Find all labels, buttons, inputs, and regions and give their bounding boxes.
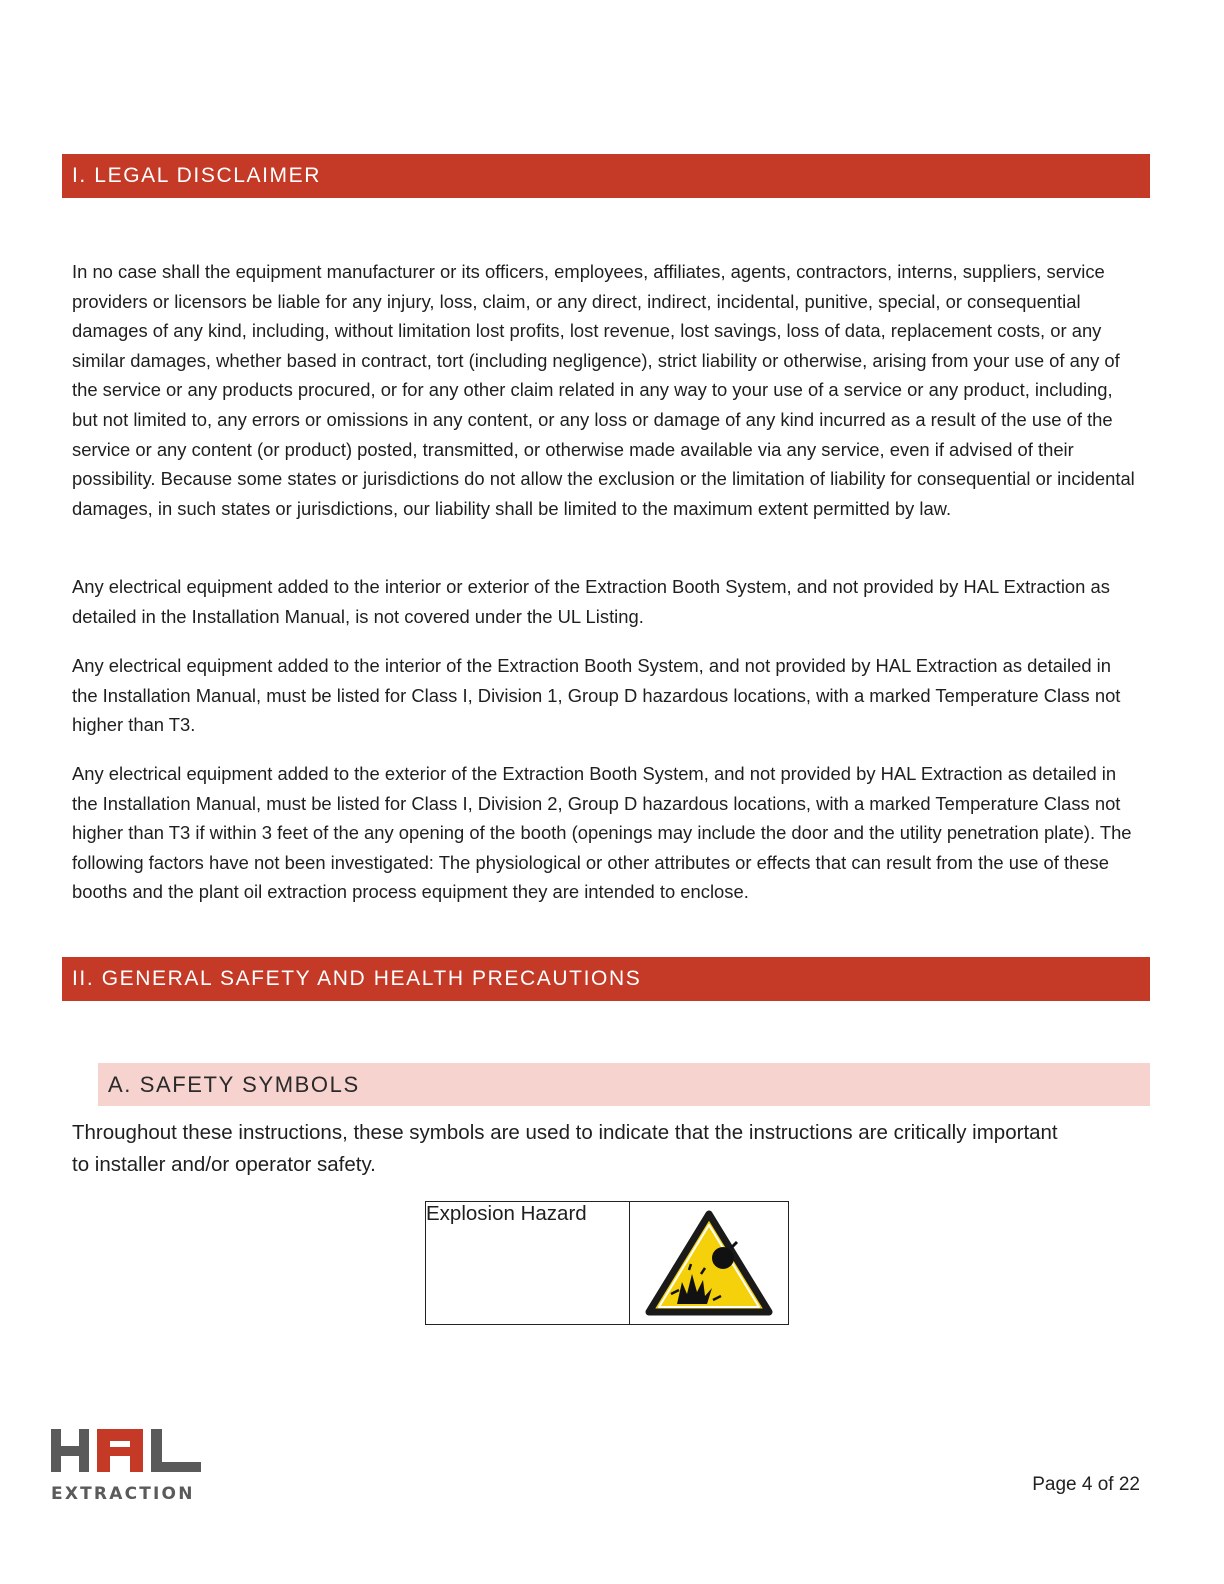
symbol-label: Explosion Hazard — [426, 1202, 630, 1325]
ul-listing-paragraph: Any electrical equipment added to the interior or exterior of the Extraction Booth System, and not provided by HAL Extraction as detailed in the Installation Manual, is not covered under the UL Listing. — [72, 576, 1110, 627]
exterior-equipment-paragraph: Any electrical equipment added to the exterior of the Extraction Booth System, and not provided by HAL Extraction as detailed in the Installation Manual, must be listed for Class I, Division 2, Group D hazardous locations, with a marked Temperature Class not higher than T3 if within 3 feet of the any opening of the booth (openings may include the door and the utility penetration plate). The following factors have not been investigated: The physiological or other attributes or effects that can result from the use of these booths and the plant oil extraction process equipment they are intended to enclose. — [72, 763, 1132, 903]
section-heading-legal-disclaimer: I. LEGAL DISCLAIMER — [62, 154, 1150, 198]
section-heading-safety-precautions: II. GENERAL SAFETY AND HEALTH PRECAUTIONS — [62, 957, 1150, 1001]
hal-extraction-logo — [51, 1429, 201, 1508]
page-number: Page 4 of 22 — [1032, 1474, 1140, 1495]
subsection-heading-safety-symbols: A. SAFETY SYMBOLS — [98, 1063, 1150, 1106]
safety-symbols-table — [425, 1201, 789, 1325]
symbol-icon-cell — [630, 1202, 789, 1325]
interior-equipment-paragraph: Any electrical equipment added to the interior of the Extraction Booth System, and not provided by HAL Extraction as detailed in the Installation Manual, must be listed for Class I, Division 1, Group D hazardous locations, with a marked Temperature Class not higher than T3. — [72, 655, 1121, 736]
disclaimer-paragraph: In no case shall the equipment manufacturer or its officers, employees, affiliates, agents, contractors, interns, suppliers, service providers or licensors be liable for any injury, loss, claim, or any direct, indirect, incidental, punitive, special, or consequential damages of any kind, including, without limitation lost profits, lost revenue, lost savings, loss of data, replacement costs, or any similar damages, whether based in contract, tort (including negligence), strict liability or otherwise, arising from your use of any of the service or any products procured, or for any other claim related in any way to your use of a service or any product, including, but not limited to, any errors or omissions in any content, or any loss or damage of any kind incurred as a result of the use of the service or any content (or product) posted, transmitted, or otherwise made available via any service, even if advised of their possibility. Because some states or jurisdictions do not allow the exclusion or the limitation of liability for consequential or incidental damages, in such states or jurisdictions, our liability shall be limited to the maximum extent permitted by law. — [72, 261, 1135, 519]
symbol-row — [426, 1202, 789, 1325]
logo-subtitle: EXTRACTION — [51, 1484, 195, 1503]
explosion-hazard-icon — [645, 1210, 773, 1318]
safety-symbols-intro: Throughout these instructions, these symbols are used to indicate that the instructions are critically important to installer and/or operator safety. — [72, 1121, 1058, 1176]
